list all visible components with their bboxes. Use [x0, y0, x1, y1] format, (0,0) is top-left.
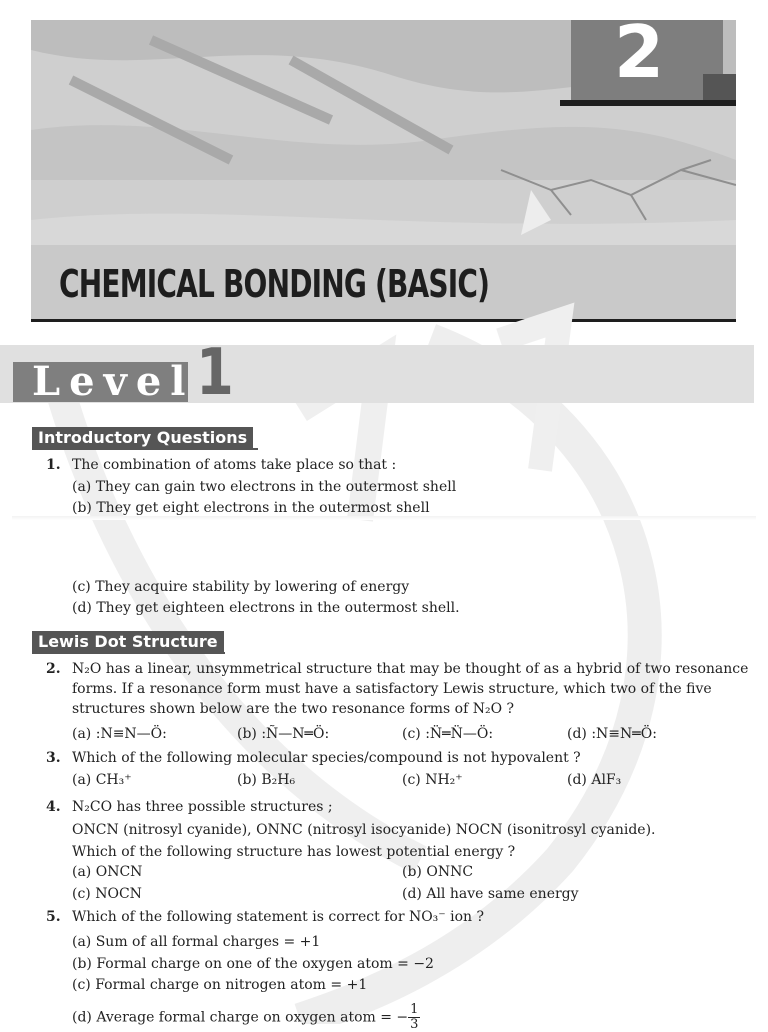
option-c: (c) NOCN — [72, 886, 142, 902]
section-rule — [32, 652, 225, 654]
option-b: (b) B₂H₆ — [237, 772, 296, 788]
page-break-shadow — [12, 516, 756, 520]
question-text: structures shown below are the two resonance forms of N₂O ? — [72, 701, 515, 717]
option-a: (a) They can gain two electrons in the outermost shell — [72, 479, 457, 495]
option-d: (d) :N≡N═Ö: — [567, 726, 657, 742]
option-d: (d) All have same energy — [402, 886, 579, 902]
question-text: Which of the following statement is correct for NO₃⁻ ion ? — [72, 909, 485, 925]
fraction-denominator: 3 — [410, 1017, 419, 1032]
question-text: N₂CO has three possible structures ; — [72, 799, 333, 815]
option-a: (a) :N≡N—Ö: — [72, 726, 167, 742]
section-heading-introductory: Introductory Questions — [32, 427, 253, 449]
level-label: Level — [32, 358, 195, 405]
option-b: (b) ONNC — [402, 864, 474, 880]
option-d — [72, 1003, 420, 1032]
option-a: (a) CH₃⁺ — [72, 772, 132, 788]
option-d-text: (d) Average formal charge on oxygen atom = − — [72, 1009, 409, 1026]
option-b: (b) Formal charge on one of the oxygen atom = −2 — [72, 956, 434, 972]
question-text: ONCN (nitrosyl cyanide), ONNC (nitrosyl isocyanide) NOCN (isonitrosyl cyanide). — [72, 822, 656, 838]
option-c: (c) They acquire stability by lowering of energy — [72, 579, 410, 595]
fraction-numerator: 1 — [410, 1002, 419, 1017]
question-number: 5. — [46, 909, 61, 925]
section-rule — [32, 448, 258, 450]
option-d: (d) AlF₃ — [567, 772, 622, 788]
option-a: (a) ONCN — [72, 864, 143, 880]
question-number: 4. — [46, 799, 61, 815]
question-text: N₂O has a linear, unsymmetrical structure that may be thought of as a hybrid of two resonance — [72, 661, 749, 677]
chapter-accent-block — [703, 74, 736, 102]
chapter-underline — [560, 100, 736, 106]
option-d: (d) They get eighteen electrons in the outermost shell. — [72, 600, 460, 616]
option-c: (c) Formal charge on nitrogen atom = +1 — [72, 977, 368, 993]
section-heading-lewis: Lewis Dot Structure — [32, 631, 224, 653]
chapter-number: 2 — [613, 10, 665, 94]
option-c: (c) NH₂⁺ — [402, 772, 463, 788]
question-text: The combination of atoms take place so that : — [72, 457, 397, 473]
option-a: (a) Sum of all formal charges = +1 — [72, 934, 321, 950]
chapter-title: CHEMICAL BONDING (BASIC) — [59, 262, 490, 306]
fraction — [408, 1003, 420, 1032]
option-b: (b) :Ñ—N═Ö: — [237, 726, 330, 742]
option-b: (b) They get eight electrons in the outermost shell — [72, 500, 430, 516]
level-number: 1 — [196, 336, 234, 410]
question-number: 3. — [46, 750, 61, 766]
question-text: forms. If a resonance form must have a satisfactory Lewis structure, which two of the five — [72, 681, 712, 697]
question-text: Which of the following structure has lowest potential energy ? — [72, 844, 516, 860]
option-c: (c) :N̈═N̈—Ö: — [402, 726, 494, 742]
question-text: Which of the following molecular species/compound is not hypovalent ? — [72, 750, 581, 766]
question-number: 2. — [46, 661, 61, 677]
question-number: 1. — [46, 457, 61, 473]
